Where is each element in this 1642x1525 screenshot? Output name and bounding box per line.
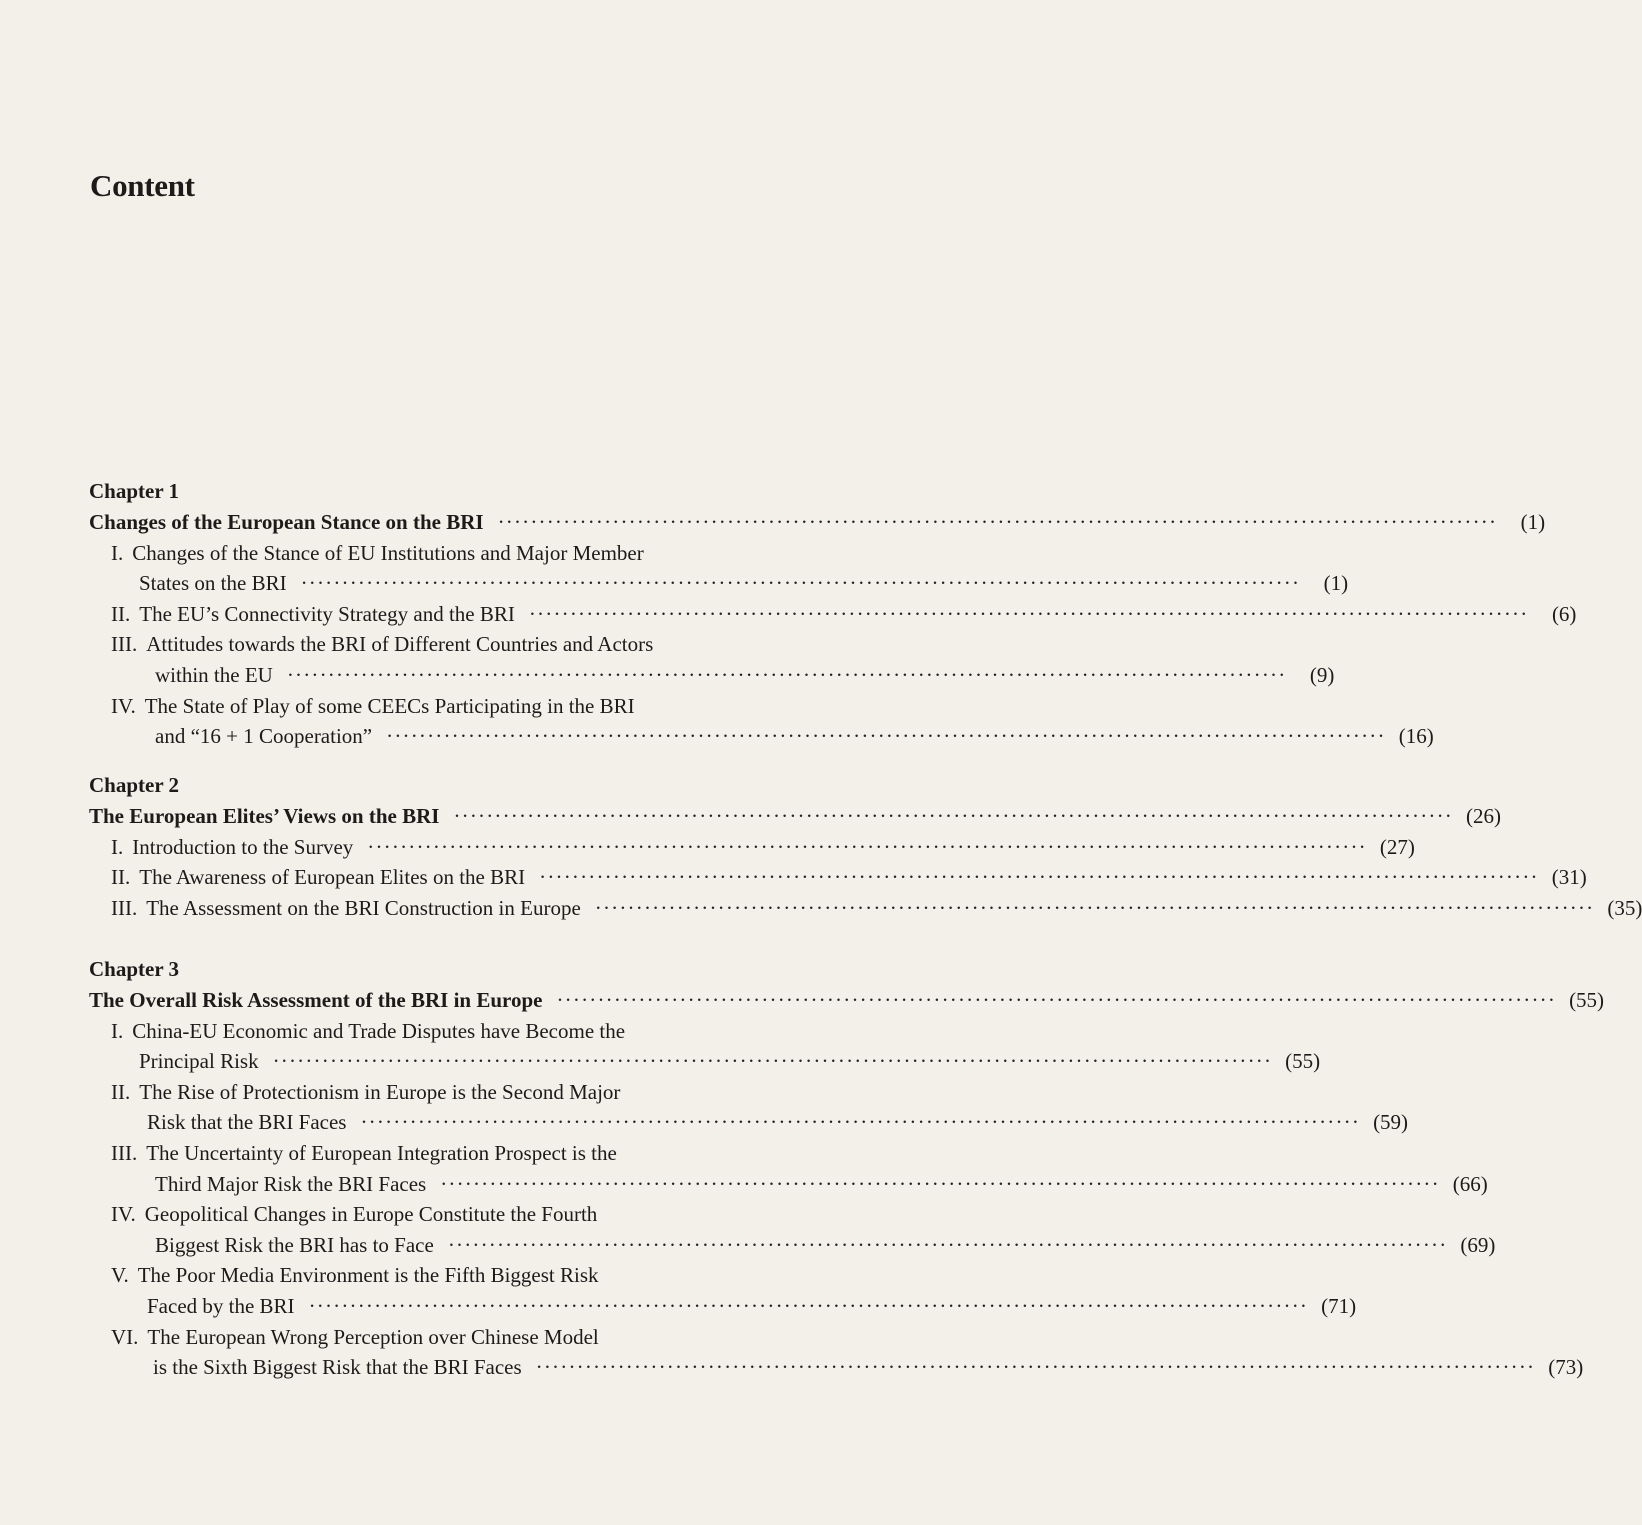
section-title: The European Wrong Perception over Chinese Model [147, 1324, 599, 1349]
chapter-heading: The Overall Risk Assessment of the BRI in Europe [89, 988, 543, 1012]
dot-leader: ·························································································································· [386, 724, 1386, 749]
dot-leader: ·························································································································· [286, 662, 1287, 687]
toc-entry [89, 629, 1335, 690]
toc-entry-line [89, 1230, 1496, 1261]
toc-entry [89, 691, 1434, 752]
section-title: The Awareness of European Elites on the BRI [139, 865, 526, 890]
section-number: II. [111, 865, 131, 890]
section-number: II. [111, 1079, 131, 1104]
section-title: The State of Play of some CEECs Participating in the BRI [144, 693, 635, 718]
section-title-continued: Third Major Risk the BRI Faces [155, 1171, 427, 1196]
section-number: IV. [111, 693, 136, 718]
section-title-continued: Biggest Risk the BRI has to Face [155, 1232, 434, 1257]
section-title: Geopolitical Changes in Europe Constitute the Fourth [144, 1202, 598, 1227]
section-number: V. [111, 1263, 129, 1288]
page-number: (1) [1520, 510, 1546, 534]
toc-entry [89, 599, 1577, 630]
section-title: The Poor Media Environment is the Fifth Biggest Risk [137, 1263, 599, 1288]
section-title-continued: within the EU [155, 662, 273, 687]
dot-leader: ·························································································································· [556, 988, 1557, 1012]
section-number: III. [111, 632, 138, 657]
section-number: III. [111, 895, 138, 920]
section-title: Attitudes towards the BRI of Different Countries and Actors [146, 632, 654, 657]
toc-entry [89, 1199, 1496, 1260]
toc-entry-line [89, 1169, 1488, 1200]
chapter-label: Chapter 1 [89, 479, 180, 503]
chapter-heading-row [89, 985, 1605, 1016]
page-number: (71) [1321, 1293, 1357, 1318]
chapter-heading-row [89, 801, 1502, 832]
toc-entry [89, 538, 1349, 599]
page-number: (31) [1551, 865, 1587, 890]
page-number: (35) [1607, 895, 1642, 920]
toc-entry [89, 862, 1587, 893]
section-title-continued: Principal Risk [139, 1049, 259, 1074]
dot-leader: ·························································································································· [308, 1293, 1309, 1318]
toc-entry-line [89, 1107, 1409, 1138]
page-number: (1) [1323, 571, 1349, 596]
toc-entry-line [89, 862, 1587, 893]
section-number: VI. [111, 1324, 139, 1349]
page-number: (6) [1551, 601, 1577, 626]
chapter-1-section [89, 476, 1577, 752]
page-number: (16) [1398, 724, 1434, 749]
toc-entry-line [89, 721, 1434, 752]
chapter-label: Chapter 2 [89, 773, 180, 797]
section-title: Changes of the Stance of EU Institutions and Major Member [132, 540, 644, 565]
page-number: (27) [1379, 834, 1415, 859]
toc-entry-line [89, 1046, 1321, 1077]
section-title-continued: Faced by the BRI [147, 1293, 295, 1318]
toc-entry-line [89, 538, 831, 569]
page-number: (59) [1373, 1110, 1409, 1135]
chapter-heading-row [89, 507, 1546, 538]
page-number: (55) [1569, 988, 1605, 1012]
toc-entry [89, 1016, 1321, 1077]
dot-leader: ·························································································································· [497, 510, 1498, 534]
page-number: (66) [1452, 1171, 1488, 1196]
page-number: (9) [1309, 662, 1335, 687]
dot-leader: ·························································································································· [272, 1049, 1273, 1074]
toc-entry [89, 832, 1415, 863]
toc-entry [89, 1077, 1409, 1138]
chapter-2-section [89, 770, 1642, 923]
section-title: The EU’s Connectivity Strategy and the BRI [139, 601, 515, 626]
section-title-continued: Risk that the BRI Faces [147, 1110, 347, 1135]
section-title: Introduction to the Survey [132, 834, 354, 859]
page-number: (26) [1466, 804, 1502, 828]
section-number: IV. [111, 1202, 136, 1227]
chapter-3-section [89, 954, 1605, 1383]
toc-entry-line [89, 1199, 831, 1230]
toc-entry-line [89, 660, 1335, 691]
dot-leader: ·························································································································· [535, 1355, 1536, 1380]
toc-entry-line [89, 1260, 831, 1291]
dot-leader: ·························································································································· [440, 1171, 1440, 1196]
dot-leader: ·························································································································· [594, 895, 1595, 920]
section-number: I. [111, 540, 124, 565]
toc-entry-line [89, 1291, 1357, 1322]
toc-entry-line [89, 1016, 831, 1047]
toc-entry [89, 1138, 1488, 1199]
toc-entry-line [89, 691, 831, 722]
toc-entry-line [89, 599, 1577, 630]
section-number: II. [111, 601, 131, 626]
chapter-label: Chapter 3 [89, 957, 180, 981]
section-title-continued: is the Sixth Biggest Risk that the BRI Faces [153, 1355, 522, 1380]
dot-leader: ·························································································································· [360, 1110, 1361, 1135]
dot-leader: ·························································································································· [528, 601, 1529, 626]
toc-entry-line [89, 1077, 831, 1108]
toc-entry-line [89, 893, 1642, 924]
toc-entry [89, 893, 1642, 924]
toc-entry [89, 1322, 1584, 1383]
section-number: I. [111, 834, 124, 859]
page-number: (55) [1285, 1049, 1321, 1074]
toc-entry-line [89, 568, 1349, 599]
section-title-continued: States on the BRI [139, 571, 287, 596]
toc-entry [89, 1260, 1357, 1321]
page-title: Content [90, 168, 195, 203]
toc-entry-line [89, 1352, 1584, 1383]
dot-leader: ·························································································································· [539, 865, 1539, 890]
toc-entry-line [89, 1138, 831, 1169]
dot-leader: ·························································································································· [367, 834, 1367, 859]
page-number: (69) [1460, 1232, 1496, 1257]
section-number: III. [111, 1140, 138, 1165]
toc-entry-line [89, 832, 1415, 863]
section-title: The Rise of Protectionism in Europe is the Second Major [139, 1079, 621, 1104]
dot-leader: ·························································································································· [300, 571, 1301, 596]
toc-entry-line [89, 629, 831, 660]
section-title: The Assessment on the BRI Construction in Europe [146, 895, 581, 920]
dot-leader: ·························································································································· [453, 804, 1454, 828]
chapter-heading: Changes of the European Stance on the BRI [89, 510, 484, 534]
toc-entry-line [89, 1322, 831, 1353]
chapter-heading: The European Elites’ Views on the BRI [89, 804, 440, 828]
section-title: The Uncertainty of European Integration Prospect is the [146, 1140, 617, 1165]
section-number: I. [111, 1018, 124, 1043]
page-number: (73) [1548, 1355, 1584, 1380]
section-title-continued: and “16 + 1 Cooperation” [155, 724, 373, 749]
dot-leader: ·························································································································· [447, 1232, 1448, 1257]
section-title: China-EU Economic and Trade Disputes have Become the [132, 1018, 626, 1043]
